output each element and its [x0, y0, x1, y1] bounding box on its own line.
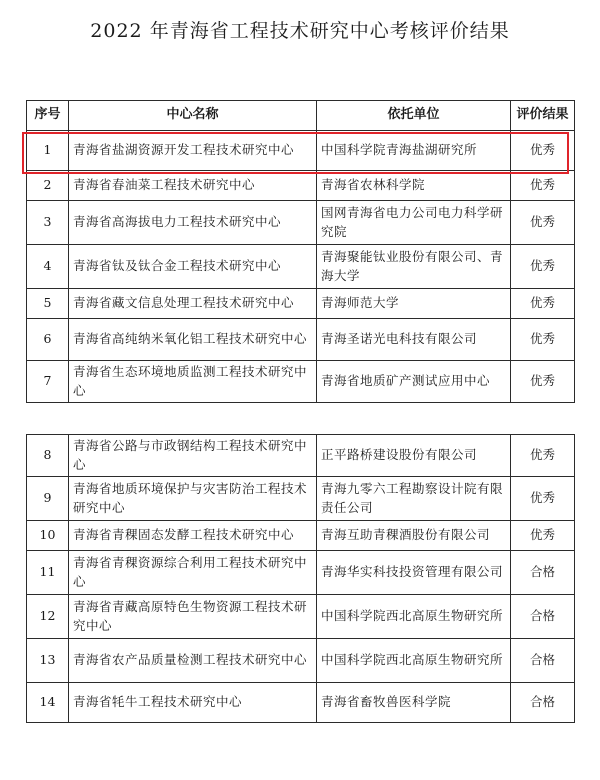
- evaluation-result: 合格: [511, 639, 575, 683]
- header-unit: 依托单位: [317, 101, 511, 131]
- evaluation-result: 优秀: [511, 131, 575, 171]
- evaluation-result: 合格: [511, 595, 575, 639]
- center-name: 青海省高纯纳米氧化铝工程技术研究中心: [69, 319, 317, 361]
- evaluation-result: 优秀: [511, 171, 575, 201]
- evaluation-result: 优秀: [511, 245, 575, 289]
- table-row: [27, 131, 575, 171]
- header-name: 中心名称: [69, 101, 317, 131]
- table-header-row: [27, 101, 575, 131]
- table-row: [27, 477, 575, 521]
- results-table-part-2: [26, 434, 575, 723]
- host-unit: 青海省畜牧兽医科学院: [317, 683, 511, 723]
- center-name: 青海省高海拔电力工程技术研究中心: [69, 201, 317, 245]
- host-unit: 青海省农林科学院: [317, 171, 511, 201]
- row-number: 5: [27, 289, 69, 319]
- host-unit: 青海省地质矿产测试应用中心: [317, 361, 511, 403]
- evaluation-result: 合格: [511, 683, 575, 723]
- evaluation-result: 优秀: [511, 521, 575, 551]
- table-row: [27, 521, 575, 551]
- table-row: [27, 171, 575, 201]
- center-name: 青海省青稞资源综合利用工程技术研究中心: [69, 551, 317, 595]
- center-name: 青海省盐湖资源开发工程技术研究中心: [69, 131, 317, 171]
- table-row: [27, 245, 575, 289]
- row-number: 10: [27, 521, 69, 551]
- row-number: 3: [27, 201, 69, 245]
- center-name: 青海省春油菜工程技术研究中心: [69, 171, 317, 201]
- row-number: 6: [27, 319, 69, 361]
- host-unit: 青海圣诺光电科技有限公司: [317, 319, 511, 361]
- header-result: 评价结果: [511, 101, 575, 131]
- results-table-part-1: [26, 100, 575, 403]
- table-row: [27, 683, 575, 723]
- table-row: [27, 551, 575, 595]
- center-name: 青海省青稞固态发酵工程技术研究中心: [69, 521, 317, 551]
- host-unit: 青海华实科技投资管理有限公司: [317, 551, 511, 595]
- table-row: [27, 361, 575, 403]
- table-row: [27, 435, 575, 477]
- row-number: 1: [27, 131, 69, 171]
- host-unit: 青海九零六工程勘察设计院有限责任公司: [317, 477, 511, 521]
- header-no: 序号: [27, 101, 69, 131]
- table-row: [27, 319, 575, 361]
- evaluation-result: 优秀: [511, 477, 575, 521]
- center-name: 青海省牦牛工程技术研究中心: [69, 683, 317, 723]
- center-name: 青海省农产品质量检测工程技术研究中心: [69, 639, 317, 683]
- center-name: 青海省生态环境地质监测工程技术研究中心: [69, 361, 317, 403]
- center-name: 青海省钛及钛合金工程技术研究中心: [69, 245, 317, 289]
- document-title: 2022 年青海省工程技术研究中心考核评价结果: [90, 20, 510, 42]
- row-number: 12: [27, 595, 69, 639]
- row-number: 11: [27, 551, 69, 595]
- evaluation-result: 优秀: [511, 201, 575, 245]
- row-number: 4: [27, 245, 69, 289]
- row-number: 9: [27, 477, 69, 521]
- host-unit: 青海聚能钛业股份有限公司、青海大学: [317, 245, 511, 289]
- evaluation-result: 优秀: [511, 435, 575, 477]
- evaluation-result: 优秀: [511, 289, 575, 319]
- row-number: 14: [27, 683, 69, 723]
- table-row: [27, 201, 575, 245]
- host-unit: 青海互助青稞酒股份有限公司: [317, 521, 511, 551]
- center-name: 青海省公路与市政钢结构工程技术研究中心: [69, 435, 317, 477]
- table-row: [27, 595, 575, 639]
- host-unit: 国网青海省电力公司电力科学研究院: [317, 201, 511, 245]
- row-number: 13: [27, 639, 69, 683]
- center-name: 青海省藏文信息处理工程技术研究中心: [69, 289, 317, 319]
- host-unit: 中国科学院西北高原生物研究所: [317, 639, 511, 683]
- host-unit: 中国科学院青海盐湖研究所: [317, 131, 511, 171]
- center-name: 青海省地质环境保护与灾害防治工程技术研究中心: [69, 477, 317, 521]
- evaluation-result: 优秀: [511, 361, 575, 403]
- row-number: 8: [27, 435, 69, 477]
- table-row: [27, 289, 575, 319]
- host-unit: 青海师范大学: [317, 289, 511, 319]
- host-unit: 正平路桥建设股份有限公司: [317, 435, 511, 477]
- row-number: 2: [27, 171, 69, 201]
- evaluation-result: 合格: [511, 551, 575, 595]
- table-row: [27, 639, 575, 683]
- center-name: 青海省青藏高原特色生物资源工程技术研究中心: [69, 595, 317, 639]
- host-unit: 中国科学院西北高原生物研究所: [317, 595, 511, 639]
- row-number: 7: [27, 361, 69, 403]
- evaluation-result: 优秀: [511, 319, 575, 361]
